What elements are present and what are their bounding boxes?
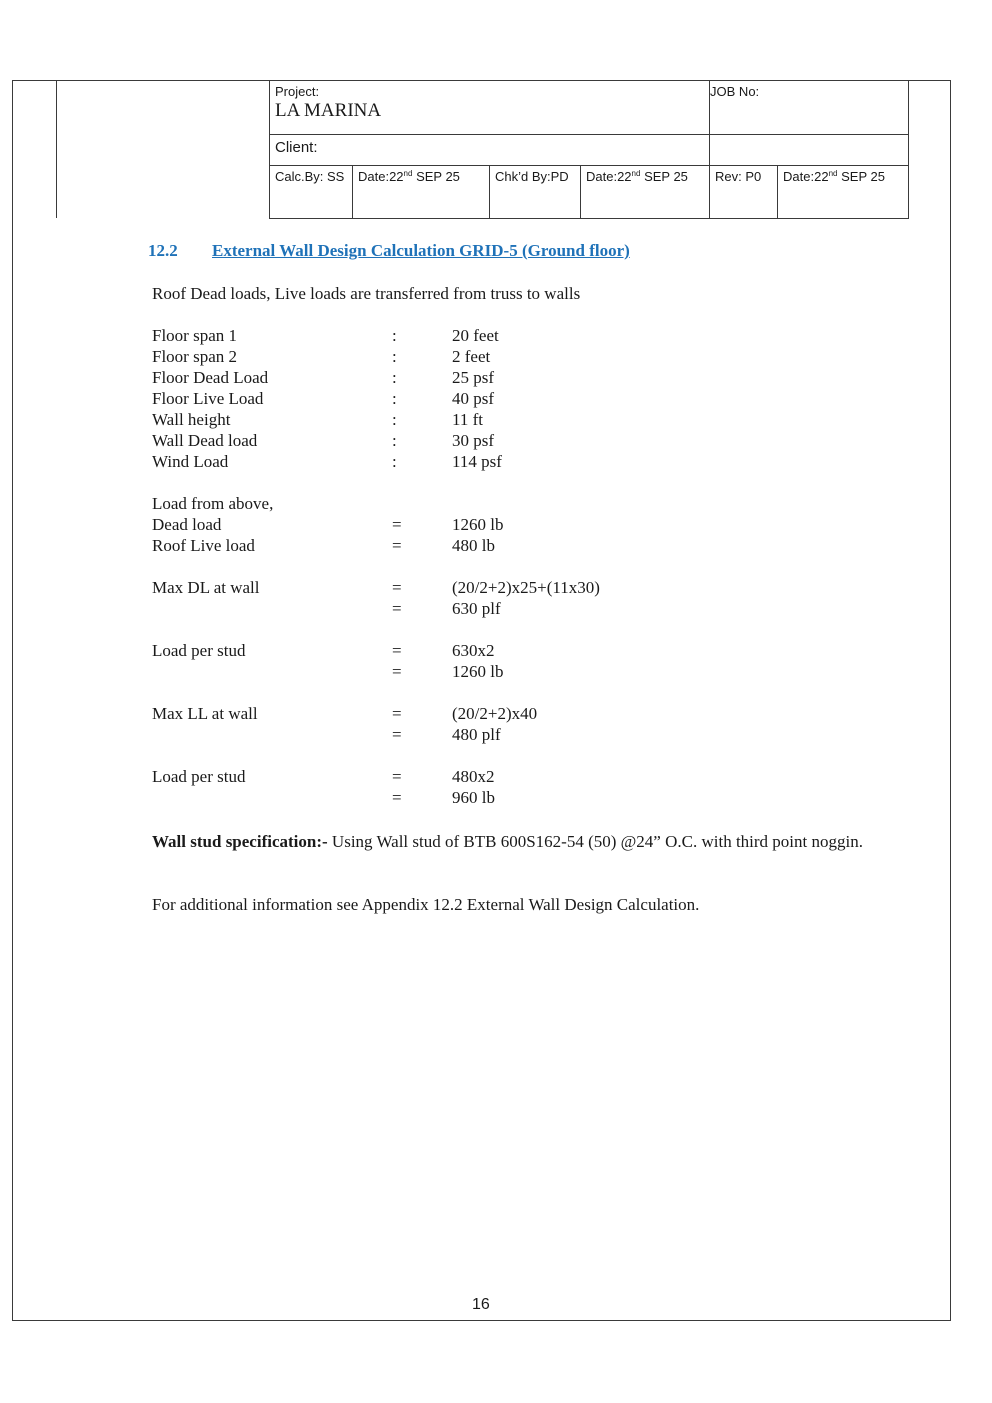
- row-value: 11 ft: [452, 410, 484, 429]
- job-cell: [710, 81, 909, 135]
- date1-cell: [353, 166, 490, 219]
- row-value: 40 psf: [452, 389, 495, 408]
- row-label: Roof Live load: [152, 536, 255, 555]
- row-value: 1260 lb: [452, 515, 504, 534]
- row-separator: =: [392, 536, 402, 555]
- row-value: 20 feet: [452, 326, 499, 345]
- row-value: (20/2+2)x40: [452, 704, 538, 723]
- row-label: Load per stud: [152, 767, 246, 786]
- additional-info: For additional information see Appendix 12.2 External Wall Design Calculation.: [152, 895, 700, 914]
- date-revision: Date:22nd SEP 25: [783, 169, 885, 184]
- row-label: Floor span 1: [152, 326, 237, 345]
- calc-row: [152, 536, 852, 557]
- chkd-by-cell: [490, 166, 581, 219]
- row-separator: =: [392, 662, 402, 681]
- row-separator: =: [392, 788, 402, 807]
- row-label: Dead load: [152, 515, 222, 534]
- row-separator: =: [392, 767, 402, 786]
- row-separator: :: [392, 452, 397, 471]
- row-separator: :: [392, 326, 397, 345]
- row-separator: :: [392, 431, 397, 450]
- row-value: 630 plf: [452, 599, 501, 618]
- frame-divider: [56, 80, 57, 218]
- row-value: 1260 lb: [452, 662, 504, 681]
- row-label: Floor Live Load: [152, 389, 264, 408]
- calc-row: [152, 410, 852, 431]
- spec-text: Using Wall stud of BTB 600S162-54 (50) @24” O.C. with third point noggin.: [327, 832, 863, 851]
- row-label: Wind Load: [152, 452, 229, 471]
- calc-by: Calc.By: SS: [275, 169, 345, 184]
- row-value: 480 plf: [452, 725, 501, 744]
- job-label: JOB No:: [710, 84, 760, 99]
- calc-row: [152, 326, 852, 347]
- calc-row: [152, 662, 852, 683]
- calc-row: [152, 767, 852, 788]
- date3-cell: [778, 166, 909, 219]
- project-cell: [270, 81, 710, 135]
- row-separator: =: [392, 599, 402, 618]
- wall-stud-specification: [152, 831, 872, 852]
- date-checked: Date:22nd SEP 25: [586, 169, 688, 184]
- row-value: 114 psf: [452, 452, 502, 471]
- page-border: [12, 80, 951, 1321]
- calc-row: [152, 431, 852, 452]
- date-calc: Date:22nd SEP 25: [358, 169, 460, 184]
- revision: Rev: P0: [715, 169, 762, 184]
- spec-label: Wall stud specification:-: [152, 832, 328, 851]
- row-label: Load per stud: [152, 641, 246, 660]
- project-name: LA MARINA: [275, 100, 382, 121]
- calc-row: [152, 578, 852, 599]
- row-label: Max DL at wall: [152, 578, 260, 597]
- row-value: 2 feet: [452, 347, 491, 366]
- row-value: 30 psf: [452, 431, 495, 450]
- row-value: 480x2: [452, 767, 495, 786]
- row-label: Floor span 2: [152, 347, 237, 366]
- date2-cell: [581, 166, 710, 219]
- intro-text: Roof Dead loads, Live loads are transferred from truss to walls: [152, 284, 581, 303]
- row-value: 25 psf: [452, 368, 495, 387]
- row-value: 480 lb: [452, 536, 495, 555]
- title-block-table: [269, 80, 909, 219]
- row-separator: =: [392, 641, 402, 660]
- client-label: Client:: [275, 139, 318, 156]
- row-label: Wall Dead load: [152, 431, 258, 450]
- section-number: 12.2: [148, 241, 178, 260]
- calc-row: [152, 368, 852, 389]
- project-label: Project:: [275, 84, 320, 99]
- row-separator: =: [392, 704, 402, 723]
- calc-row: [152, 725, 852, 746]
- row-separator: =: [392, 725, 402, 744]
- row-value: 630x2: [452, 641, 495, 660]
- row-separator: :: [392, 410, 397, 429]
- client-value-cell: [710, 135, 909, 166]
- load-from-above-label: Load from above,: [152, 494, 274, 513]
- page-number: 16: [472, 1296, 490, 1313]
- client-cell: [270, 135, 710, 166]
- rev-cell: [710, 166, 778, 219]
- calc-row: [152, 347, 852, 368]
- row-separator: =: [392, 515, 402, 534]
- section-title: External Wall Design Calculation GRID-5 (Ground floor): [212, 241, 630, 260]
- calc-row: [152, 599, 852, 620]
- calc-row: [152, 704, 852, 725]
- calc-row: [152, 788, 852, 809]
- calc-row: [152, 389, 852, 410]
- row-separator: =: [392, 578, 402, 597]
- row-separator: :: [392, 347, 397, 366]
- calc-row: [152, 641, 852, 662]
- row-separator: :: [392, 368, 397, 387]
- row-value: 960 lb: [452, 788, 495, 807]
- row-label: Max LL at wall: [152, 704, 258, 723]
- row-label: Wall height: [152, 410, 231, 429]
- row-label: Floor Dead Load: [152, 368, 269, 387]
- checked-by: Chk’d By:PD: [495, 169, 569, 184]
- row-value: (20/2+2)x25+(11x30): [452, 578, 600, 597]
- calc-row: [152, 452, 852, 473]
- calc-by-cell: [270, 166, 353, 219]
- row-separator: :: [392, 389, 397, 408]
- calc-row: [152, 515, 852, 536]
